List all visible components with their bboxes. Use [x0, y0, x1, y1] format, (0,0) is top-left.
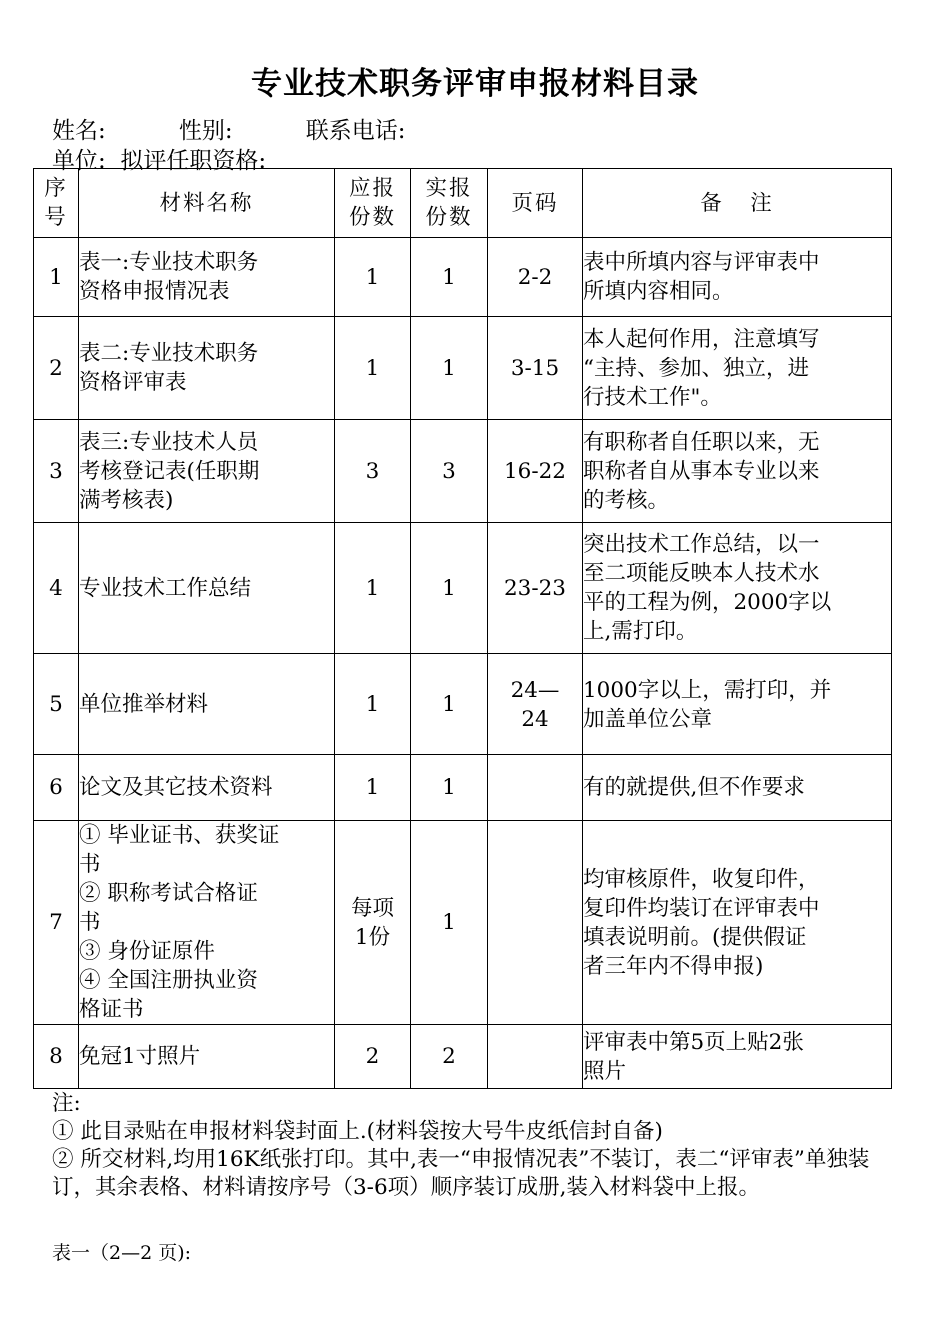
- row-should: 1: [335, 523, 411, 654]
- row-should: 每项 1份: [335, 821, 411, 1025]
- row-should: 1: [335, 317, 411, 420]
- row-page: 2-2: [488, 238, 583, 317]
- row-remark: 有职称者自任职以来，无 职称者自从事本专业以来 的考核。: [583, 420, 892, 523]
- header-name: 材料名称: [79, 169, 335, 238]
- row-should: 1: [335, 238, 411, 317]
- row-actual: 1: [411, 523, 488, 654]
- row-actual: 1: [411, 317, 488, 420]
- row-actual: 3: [411, 420, 488, 523]
- row-actual: 1: [411, 238, 488, 317]
- table-row: [34, 755, 892, 821]
- table-row: [34, 420, 892, 523]
- header-page: 页码: [488, 169, 583, 238]
- row-actual: 1: [411, 654, 488, 755]
- header-should: 应报 份数: [335, 169, 411, 238]
- row-should: 1: [335, 755, 411, 821]
- row-page: 3-15: [488, 317, 583, 420]
- table-row: [34, 238, 892, 317]
- row-name: 表一:专业技术职务 资格申报情况表: [79, 238, 335, 317]
- row-seq: 3: [34, 420, 79, 523]
- notes-label: 注:: [52, 1091, 81, 1116]
- row-name: 单位推举材料: [79, 654, 335, 755]
- note-item: ② 所交材料,均用16K纸张打印。其中,表一“申报情况表”不装订，表二“评审表”单独装订，其余表格、材料请按序号（3-6项）顺序装订成册,装入材料袋中上报。: [52, 1147, 870, 1200]
- table-row: [34, 1025, 892, 1089]
- row-should: 1: [335, 654, 411, 755]
- row-remark: 突出技术工作总结，以一 至二项能反映本人技术水 平的工程为例，2000字以 上,需打印。: [583, 523, 892, 654]
- page-title: 专业技术职务评审申报材料目录: [251, 66, 699, 102]
- row-name: 表二:专业技术职务 资格评审表: [79, 317, 335, 420]
- row-seq: 4: [34, 523, 79, 654]
- header-remark: 备 注: [583, 169, 892, 238]
- row-name: ① 毕业证书、获奖证 书 ② 职称考试合格证 书 ③ 身份证原件 ④ 全国注册执业资 格证书: [79, 821, 335, 1025]
- row-remark: 本人起何作用，注意填写 “主持、参加、独立，进 行技术工作"。: [583, 317, 892, 420]
- row-actual: 2: [411, 1025, 488, 1089]
- materials-table: [33, 168, 892, 1089]
- notes-section: [52, 1090, 892, 1202]
- table-row: [34, 523, 892, 654]
- applicant-info-line: 姓名: 性别: 联系电话:: [52, 118, 406, 144]
- row-remark: 均审核原件，收复印件， 复印件均装订在评审表中 填表说明前。(提供假证 者三年内不得申报): [583, 821, 892, 1025]
- unit-info-line: 单位: 拟评任职资格:: [52, 148, 267, 174]
- table-row: [34, 821, 892, 1025]
- row-page: 23-23: [488, 523, 583, 654]
- row-remark: 评审表中第5页上贴2张 照片: [583, 1025, 892, 1089]
- row-page: 16-22: [488, 420, 583, 523]
- row-actual: 1: [411, 755, 488, 821]
- row-remark: 1000字以上，需打印，并 加盖单位公章: [583, 654, 892, 755]
- header-actual: 实报 份数: [411, 169, 488, 238]
- row-page: 24— 24: [488, 654, 583, 755]
- row-remark: 有的就提供,但不作要求: [583, 755, 892, 821]
- row-should: 2: [335, 1025, 411, 1089]
- footer-text: 表一（2—2 页):: [52, 1242, 192, 1264]
- row-seq: 2: [34, 317, 79, 420]
- table-header-row: [34, 169, 892, 238]
- table-row: [34, 654, 892, 755]
- row-seq: 8: [34, 1025, 79, 1089]
- row-seq: 1: [34, 238, 79, 317]
- table-row: [34, 317, 892, 420]
- row-remark: 表中所填内容与评审表中 所填内容相同。: [583, 238, 892, 317]
- row-name: 免冠1寸照片: [79, 1025, 335, 1089]
- row-page: [488, 1025, 583, 1089]
- row-actual: 1: [411, 821, 488, 1025]
- row-name: 表三:专业技术人员 考核登记表(任职期 满考核表): [79, 420, 335, 523]
- header-seq: 序 号: [34, 169, 79, 238]
- row-page: [488, 755, 583, 821]
- note-item: ① 此目录贴在申报材料袋封面上.(材料袋按大号牛皮纸信封自备): [52, 1119, 663, 1144]
- row-name: 专业技术工作总结: [79, 523, 335, 654]
- row-should: 3: [335, 420, 411, 523]
- row-seq: 7: [34, 821, 79, 1025]
- row-name: 论文及其它技术资料: [79, 755, 335, 821]
- row-seq: 5: [34, 654, 79, 755]
- row-seq: 6: [34, 755, 79, 821]
- row-page: [488, 821, 583, 1025]
